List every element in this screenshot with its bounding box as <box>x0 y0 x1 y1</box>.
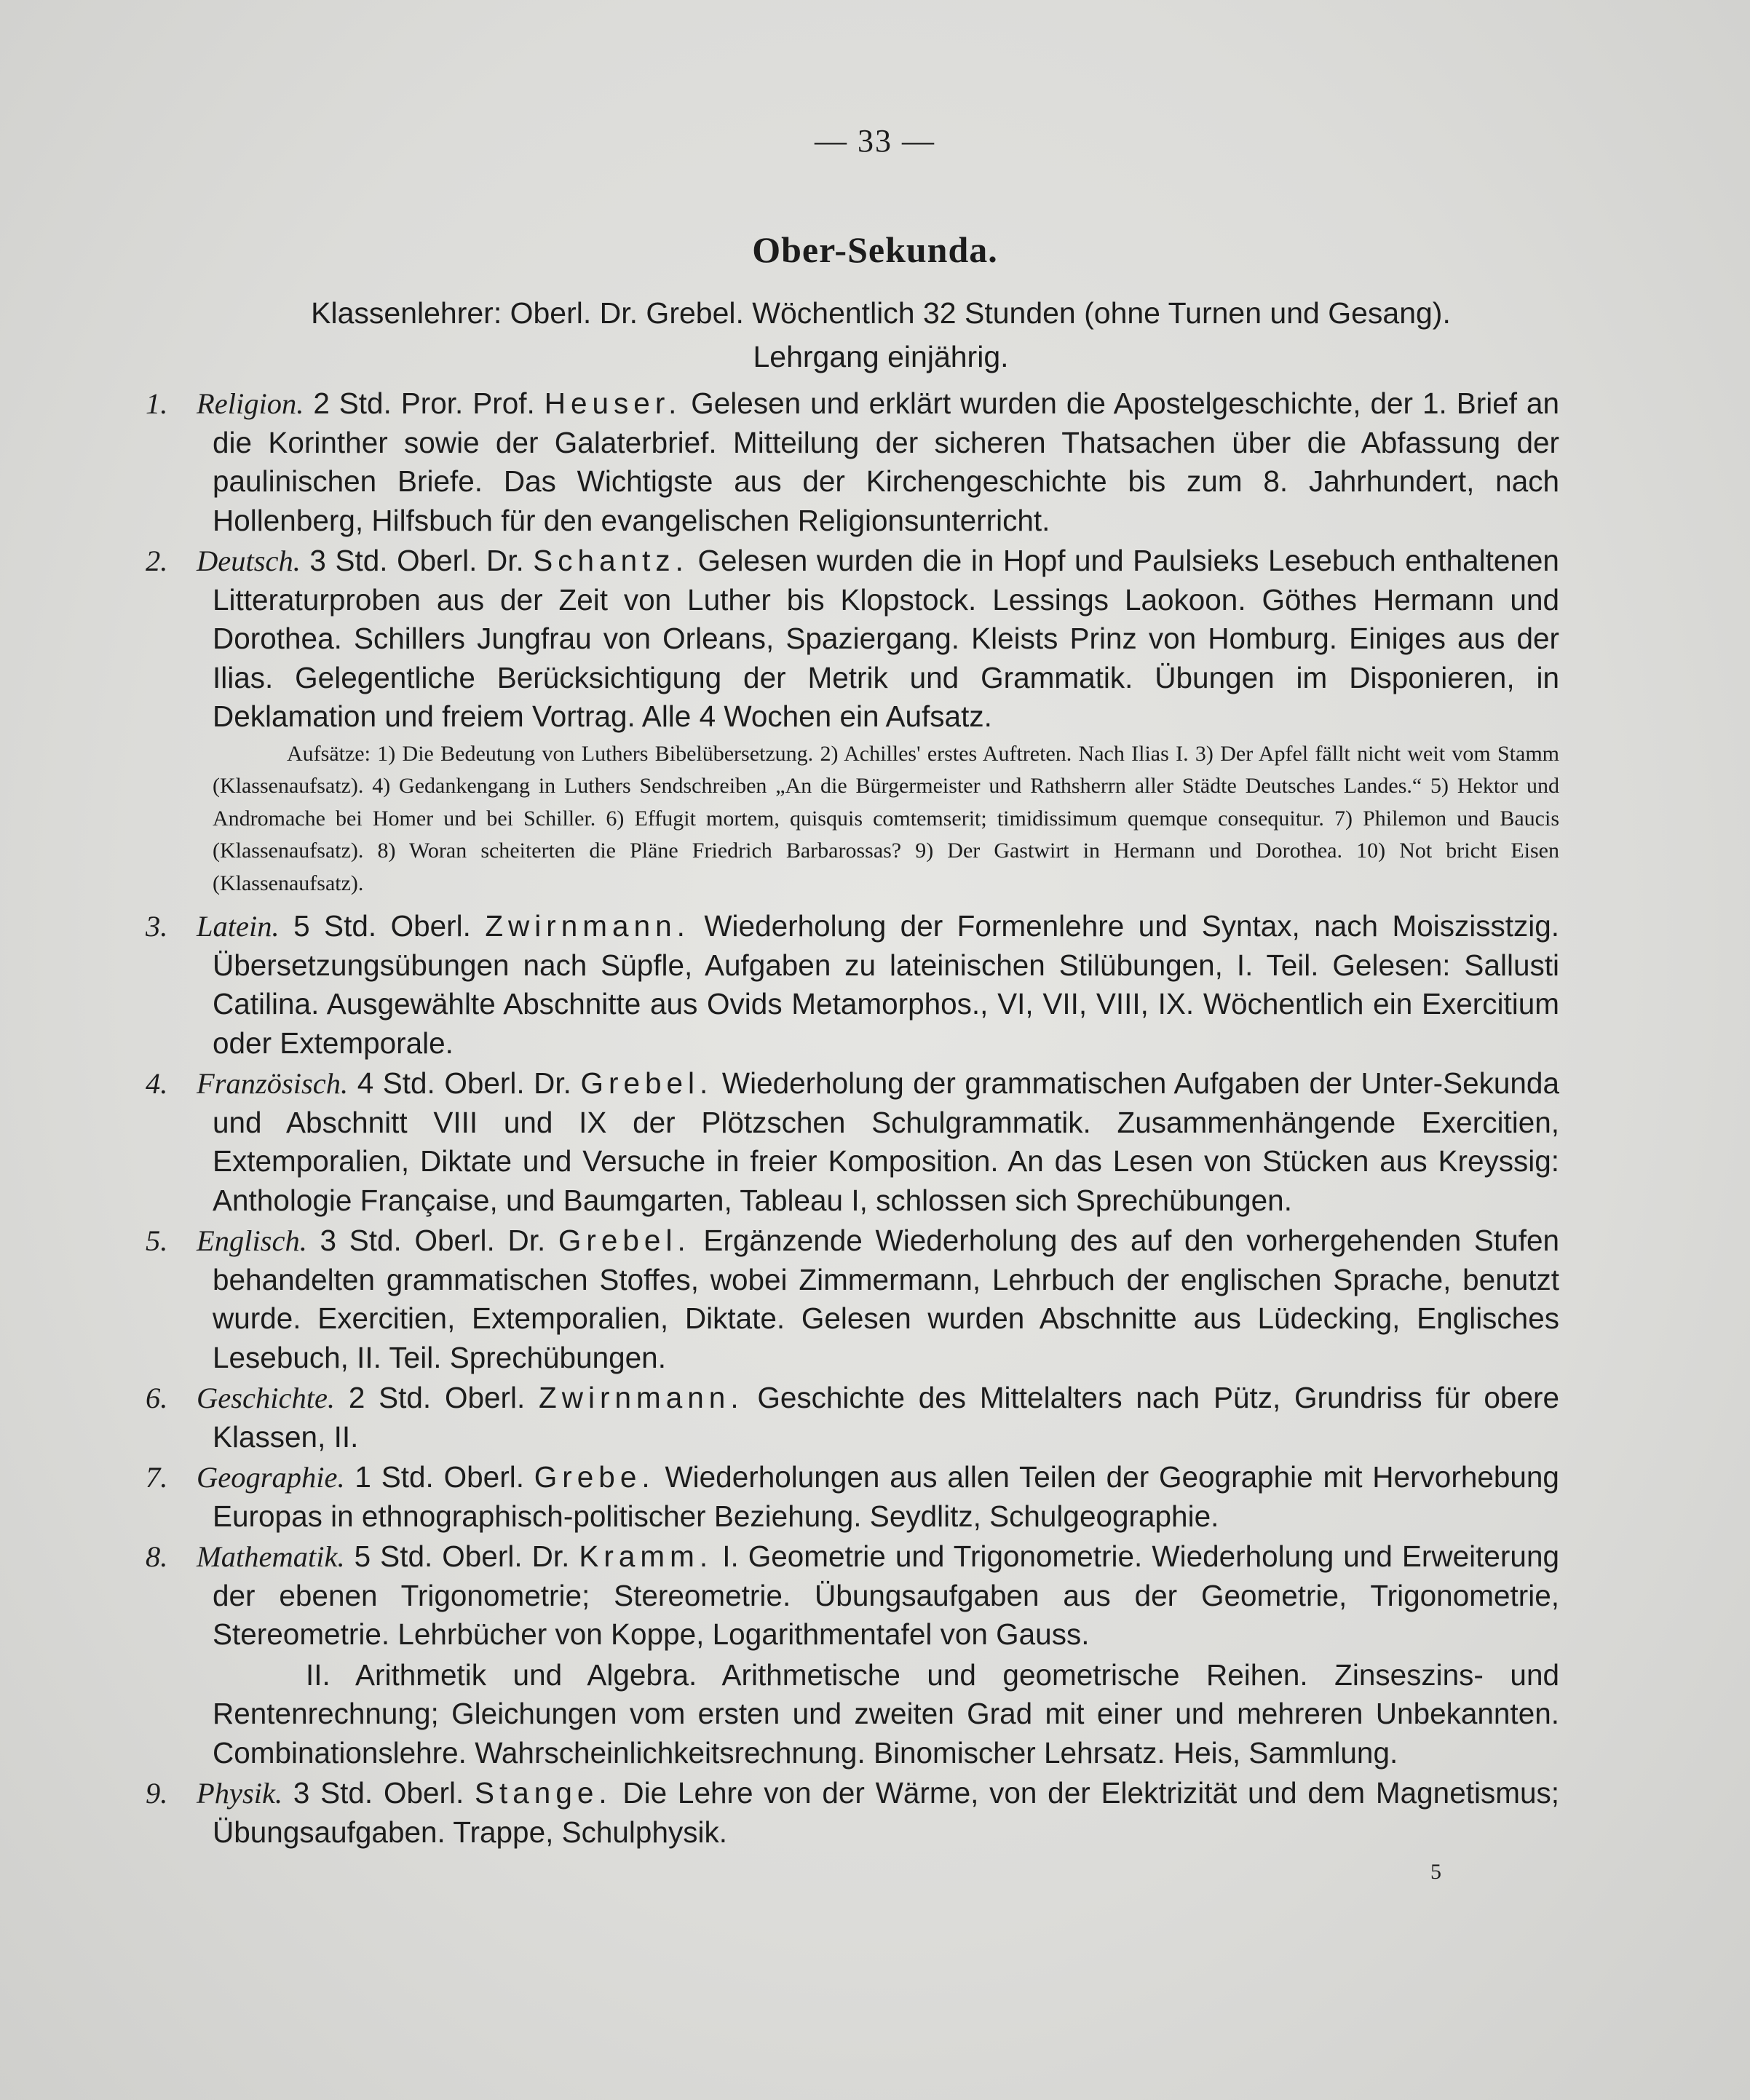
page-title: Ober-Sekunda. <box>752 229 998 270</box>
class-header <box>197 291 1565 379</box>
subject-name: Religion. <box>197 387 304 420</box>
subject-name: Mathematik. <box>197 1540 345 1573</box>
subject-number: 7. <box>146 1461 168 1494</box>
teacher-title: Oberl. <box>383 1776 464 1810</box>
page-number: — 33 — <box>815 123 935 159</box>
subject-geschichte <box>146 1379 1559 1457</box>
subject-number: 2. <box>146 544 168 577</box>
subject-hours: 2 Std. <box>348 1381 432 1414</box>
teacher-name: Zwirnmann. <box>485 909 690 943</box>
teacher-title: Oberl. <box>444 1381 526 1414</box>
subject-text: Die Lehre von der Wärme, von der Elektrizität und dem Magnetismus; Übungsaufgaben. Trappe, Schulphysik. <box>213 1776 1559 1849</box>
subject-religion <box>146 384 1559 540</box>
subject-hours: 3 Std. <box>320 1224 402 1257</box>
subject-franzoesisch <box>146 1064 1559 1220</box>
teacher-name: Zwirnmann. <box>539 1381 744 1414</box>
teacher-title: Oberl. <box>390 909 471 943</box>
subject-geographie <box>146 1458 1559 1536</box>
teacher-title: Pror. Prof. <box>400 387 535 420</box>
subject-name: Englisch. <box>197 1224 307 1257</box>
teacher-name: Kramm. <box>579 1540 713 1573</box>
teacher-name: Schantz. <box>533 544 689 577</box>
subject-hours: 1 Std. <box>355 1460 434 1494</box>
subject-text-part-2: II. Arithmetik und Algebra. Arithmetische und geometrische Reihen. Zinseszins- und Rentenrechnung; Gleichungen vom ersten und zweiten Grad mit einer und mehreren Unbekannten. Combinationslehre. Wahrscheinlichkeitsrechnung. Binomischer Lehrsatz. Heis, Sammlung. <box>213 1657 1559 1770</box>
subject-name: Geschichte. <box>197 1382 336 1414</box>
subject-hours: 5 Std. <box>354 1540 433 1573</box>
subject-number: 1. <box>146 387 168 420</box>
subject-englisch <box>146 1221 1559 1377</box>
teacher-title: Oberl. Dr. <box>397 544 524 577</box>
subject-name: Deutsch. <box>197 544 301 577</box>
subject-hours: 5 Std. <box>293 909 377 943</box>
teacher-name: Grebe. <box>534 1460 655 1494</box>
subject-physik <box>146 1774 1559 1852</box>
subject-text: Wiederholung der Formenlehre und Syntax, nach Moiszisstzig. Übersetzungsübungen nach Süpfle, Aufgaben zu lateinischen Stilübungen, I. Teil. Gelesen: Sallusti Catilina. Ausgewählte Abschnitte aus Ovids Metamorphos., VI, VII, VIII, IX. Wöchentlich ein Exercitium oder Extemporale. <box>213 909 1559 1060</box>
teacher-title: Oberl. Dr. <box>444 1066 571 1100</box>
subject-name: Physik. <box>197 1777 283 1810</box>
subject-hours: 2 Std. <box>313 387 392 420</box>
subject-number: 9. <box>146 1777 168 1810</box>
subject-number: 8. <box>146 1540 168 1573</box>
header-line-1: Klassenlehrer: Oberl. Dr. Grebel. Wöchentlich 32 Stunden (ohne Turnen und Gesang). <box>311 296 1451 330</box>
essay-topics: Aufsätze: 1) Die Bedeutung von Luthers Bibelübersetzung. 2) Achilles' erstes Auftreten. Nach Ilias I. 3) Der Apfel fällt nicht weit vom Stamm (Klassenaufsatz). 4) Gedankengang in Luthers Sendschreiben „An die Bürgermeister und Rathsherrn aller Städte Deutsches Landes.“ 5) Hektor und Andromache bei Homer und bei Schiller. 6) Effugit mortem, quisquis comtemserit; timidissimum quemque consequitur. 7) Philemon und Baucis (Klassenaufsatz). 8) Woran scheiterten die Pläne Friedrich Barbarossas? 9) Der Gastwirt in Hermann und Dorothea. 10) Not bricht Eisen (Klassenaufsatz). <box>213 741 1559 895</box>
subject-name: Französisch. <box>197 1067 349 1100</box>
subject-name: Geographie. <box>197 1461 345 1494</box>
subject-latein <box>146 907 1559 1063</box>
subject-list <box>146 384 1559 1853</box>
subject-number: 3. <box>146 910 168 943</box>
subject-deutsch <box>146 542 1559 737</box>
subject-name: Latein. <box>197 910 280 943</box>
teacher-name: Stange. <box>475 1776 612 1810</box>
teacher-name: Heuser. <box>544 387 682 420</box>
subject-number: 5. <box>146 1224 168 1257</box>
subject-mathematik <box>146 1537 1559 1655</box>
subject-text: Wiederholung der grammatischen Aufgaben der Unter-Sekunda und Abschnitt VIII und IX der Plötzschen Schulgrammatik. Zusammenhängende Exercitien, Extemporalien, Diktate und Versuche in freier Komposition. An das Lesen von Stücken aus Kreyssig: Anthologie Française, und Baumgarten, Tableau I, schlossen sich Sprechübungen. <box>213 1066 1559 1217</box>
subject-number: 4. <box>146 1067 168 1100</box>
subject-text: Gelesen wurden die in Hopf und Paulsieks Lesebuch enthaltenen Litteraturproben aus der Zeit von Luther bis Klopstock. Lessings Laokoon. Göthes Hermann und Dorothea. Schillers Jungfrau von Orleans, Spaziergang. Kleists Prinz von Homburg. Einiges aus der Ilias. Gelegentliche Berücksichtigung der Metrik und Grammatik. Übungen im Disponieren, in Deklamation und freiem Vortrag. Alle 4 Wochen ein Aufsatz. <box>213 544 1559 733</box>
subject-text: Gelesen und erklärt wurden die Apostelgeschichte, der 1. Brief an die Korinther sowie der Galaterbrief. Mitteilung der sicheren Thatsachen über die Abfassung der paulinischen Briefe. Das Wichtigste aus der Kirchengeschichte bis zum 8. Jahrhundert, nach Hollenberg, Hilfsbuch für den evangelischen Religionsunterricht. <box>213 387 1559 537</box>
subject-text: Geschichte des Mittelalters nach Pütz, Grundriss für obere Klassen, II. <box>213 1381 1559 1454</box>
teacher-name: Grebel. <box>558 1224 691 1257</box>
subject-number: 6. <box>146 1382 168 1414</box>
teacher-title: Oberl. Dr. <box>414 1224 546 1257</box>
subject-text: Wiederholungen aus allen Teilen der Geographie mit Hervorhebung Europas in ethnographisch-politischer Beziehung. Seydlitz, Schulgeographie. <box>213 1460 1559 1533</box>
subject-text: I. Geometrie und Trigonometrie. Wiederholung und Erweiterung der ebenen Trigonometrie; Stereometrie. Übungsaufgaben aus der Geometrie, Trigonometrie, Stereometrie. Lehrbücher von Koppe, Logarithmentafel von Gauss. <box>213 1540 1559 1651</box>
teacher-name: Grebel. <box>580 1066 713 1100</box>
teacher-title: Oberl. Dr. <box>442 1540 570 1573</box>
header-line-2: Lehrgang einjährig. <box>753 340 1009 373</box>
subject-hours: 3 Std. <box>309 544 388 577</box>
sheet-signature: 5 <box>1430 1860 1441 1884</box>
subject-text: Ergänzende Wiederholung des auf den vorhergehenden Stufen behandelten grammatischen Stoffes, wobei Zimmermann, Lehrbuch der englischen Sprache, benutzt wurde. Exercitien, Extemporalien, Diktate. Gelesen wurden Abschnitte aus Lüdecking, Englisches Lesebuch, II. Teil. Sprechübungen. <box>213 1224 1559 1374</box>
teacher-title: Oberl. <box>443 1460 524 1494</box>
subject-hours: 3 Std. <box>293 1776 373 1810</box>
subject-hours: 4 Std. <box>357 1066 435 1100</box>
